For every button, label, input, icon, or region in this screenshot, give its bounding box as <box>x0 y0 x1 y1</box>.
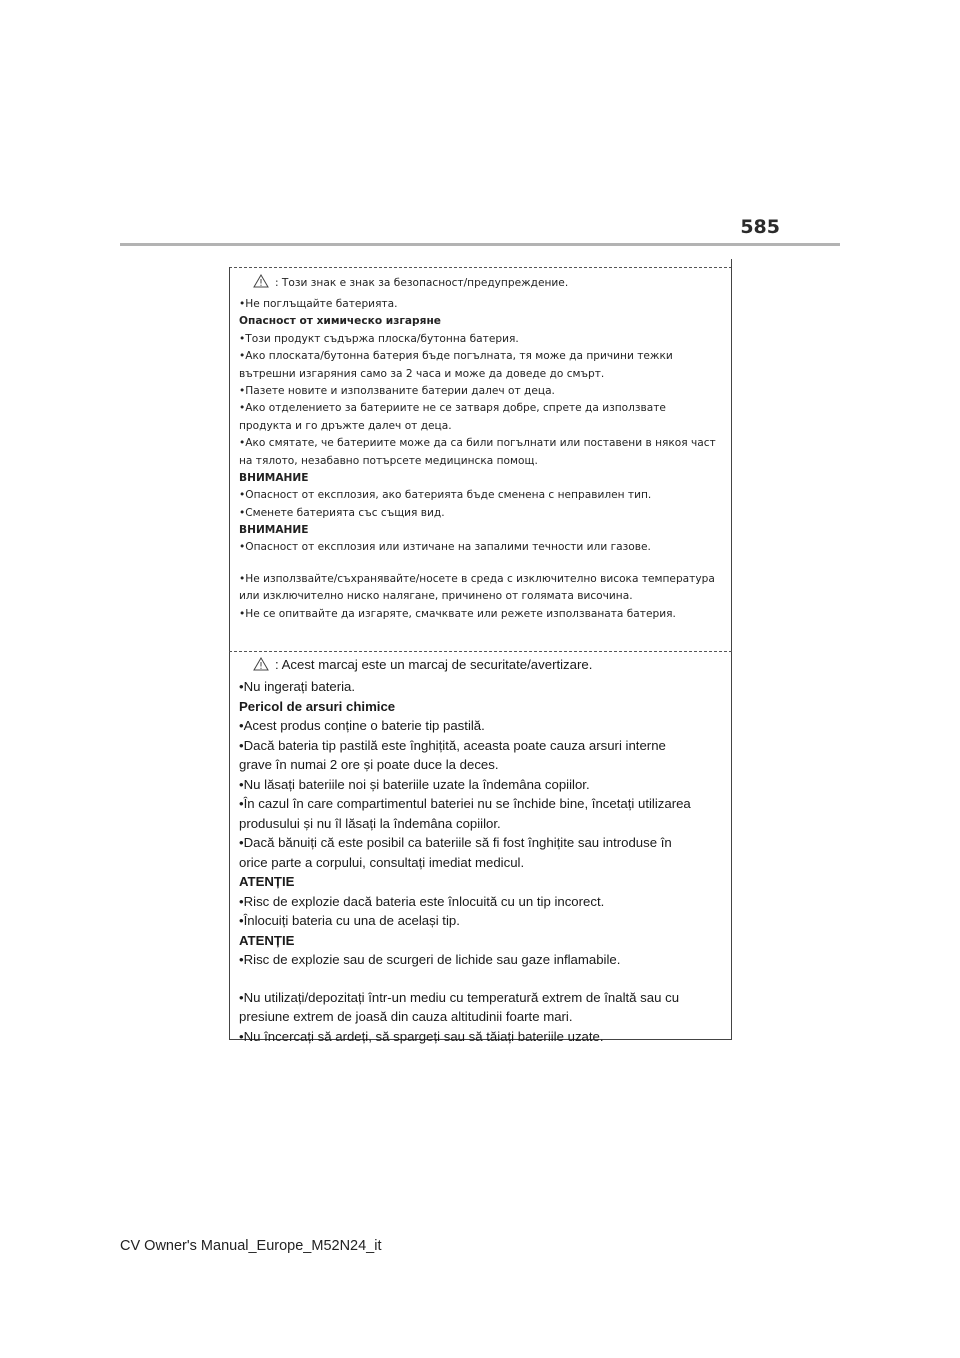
ro-line: •Nu lăsați bateriile noi și bateriile uzate la îndemâna copiilor. <box>239 776 590 792</box>
ro-line: •Înlocuiți bateria cu una de același tip. <box>239 913 460 928</box>
bg-heading: ВНИМАНИЕ <box>239 524 309 537</box>
ro-line: presiune extrem de joasă din cauza altitudinii foarte mari. <box>239 1009 573 1024</box>
bg-line: •Опасност от експлозия, ако батерията бъде сменена с неправилен тип. <box>239 489 652 502</box>
warning-triangle-icon <box>253 657 269 671</box>
bg-line: •Ако смятате, че батериите може да са били погълнати или поставени в някоя част <box>239 437 716 450</box>
bulgarian-section <box>239 271 727 623</box>
ro-line: •Dacă bateria tip pastilă este înghițită, aceasta poate cauza arsuri interne <box>239 737 666 753</box>
bg-line: •Ако отделението за батериите не се затваря добре, спрете да използвате <box>239 402 666 415</box>
bg-line: •Не използвайте/съхранявайте/носете в среда с изключително висока температура <box>239 572 715 585</box>
ro-line: •Nu ingerați bateria. <box>239 679 356 694</box>
bg-symbol-line <box>239 271 727 296</box>
bg-heading: Опасност от химическо изгаряне <box>239 315 441 328</box>
ro-symbol-text: : Acest marcaj este un marcaj de securitate/avertizare. <box>275 657 593 672</box>
notice-border-left <box>229 267 230 1040</box>
ro-line: grave în numai 2 ore și poate duce la deces. <box>239 757 499 772</box>
ro-line: •Nu încercați să ardeți, să spargeți sau să tăiați bateriile uzate. <box>239 1028 604 1044</box>
bg-line: продукта и го дръжте далеч от деца. <box>239 419 452 432</box>
bg-line: •Ако плоската/бутонна батерия бъде погълната, тя може да причини тежки <box>239 350 673 363</box>
bg-heading: ВНИМАНИЕ <box>239 471 309 484</box>
bg-line: •Пазете новите и използваните батерии далеч от деца. <box>239 384 555 397</box>
bg-line: •Сменете батерията със същия вид. <box>239 506 445 519</box>
ro-line: •Acest produs conține o baterie tip pastilă. <box>239 718 485 733</box>
bg-line: •Не се опитвайте да изгаряте, смачквате или режете използваната батерия. <box>239 607 676 620</box>
ro-heading: Pericol de arsuri chimice <box>239 698 396 714</box>
romanian-section <box>239 653 727 1046</box>
ro-line: •Dacă bănuiți că este posibil ca bateriile să fi fost înghițite sau introduse în <box>239 835 672 850</box>
ro-line: •Nu utilizați/depozitați într-un mediu cu temperatură extrem de înaltă sau cu <box>239 989 680 1005</box>
ro-line: produsului și nu îl lăsați la îndemâna copiilor. <box>239 815 501 831</box>
battery-safety-notice <box>229 259 733 1042</box>
ro-heading: ATENȚIE <box>239 874 295 889</box>
bg-line: •Този продукт съдържа плоска/бутонна батерия. <box>239 332 519 345</box>
bg-line: •Опасност от експлозия или изтичане на запалими течности или газове. <box>239 541 651 554</box>
header-rule <box>120 243 840 246</box>
bg-line: •Не поглъщайте батерията. <box>239 298 398 310</box>
warning-triangle-icon <box>253 274 269 288</box>
ro-line: •În cazul în care compartimentul bateriei nu se închide bine, încetați utilizarea <box>239 796 691 811</box>
ro-heading: ATENȚIE <box>239 932 295 948</box>
footer-manual-id: CV Owner's Manual_Europe_M52N24_it <box>120 1238 382 1254</box>
notice-divider <box>229 651 732 652</box>
notice-border-right <box>731 259 732 1040</box>
ro-line: •Risc de explozie sau de scurgeri de lichide sau gaze inflamabile. <box>239 952 621 967</box>
ro-symbol-line <box>239 653 727 677</box>
notice-border-top <box>229 267 732 268</box>
ro-line: •Risc de explozie dacă bateria este înlocuită cu un tip incorect. <box>239 893 605 909</box>
page-number: 585 <box>740 216 780 238</box>
bg-line: на тялото, незабавно потърсете медицинска помощ. <box>239 454 538 467</box>
ro-line: orice parte a corpului, consultați imediat medicul. <box>239 854 525 870</box>
bg-line: вътрешни изгаряния само за 2 часа и може да доведе до смърт. <box>239 367 605 380</box>
bg-symbol-text: : Този знак е знак за безопасност/предупреждение. <box>275 277 569 289</box>
bg-line: или изключително ниско налягане, причинено от голямата височина. <box>239 590 633 603</box>
